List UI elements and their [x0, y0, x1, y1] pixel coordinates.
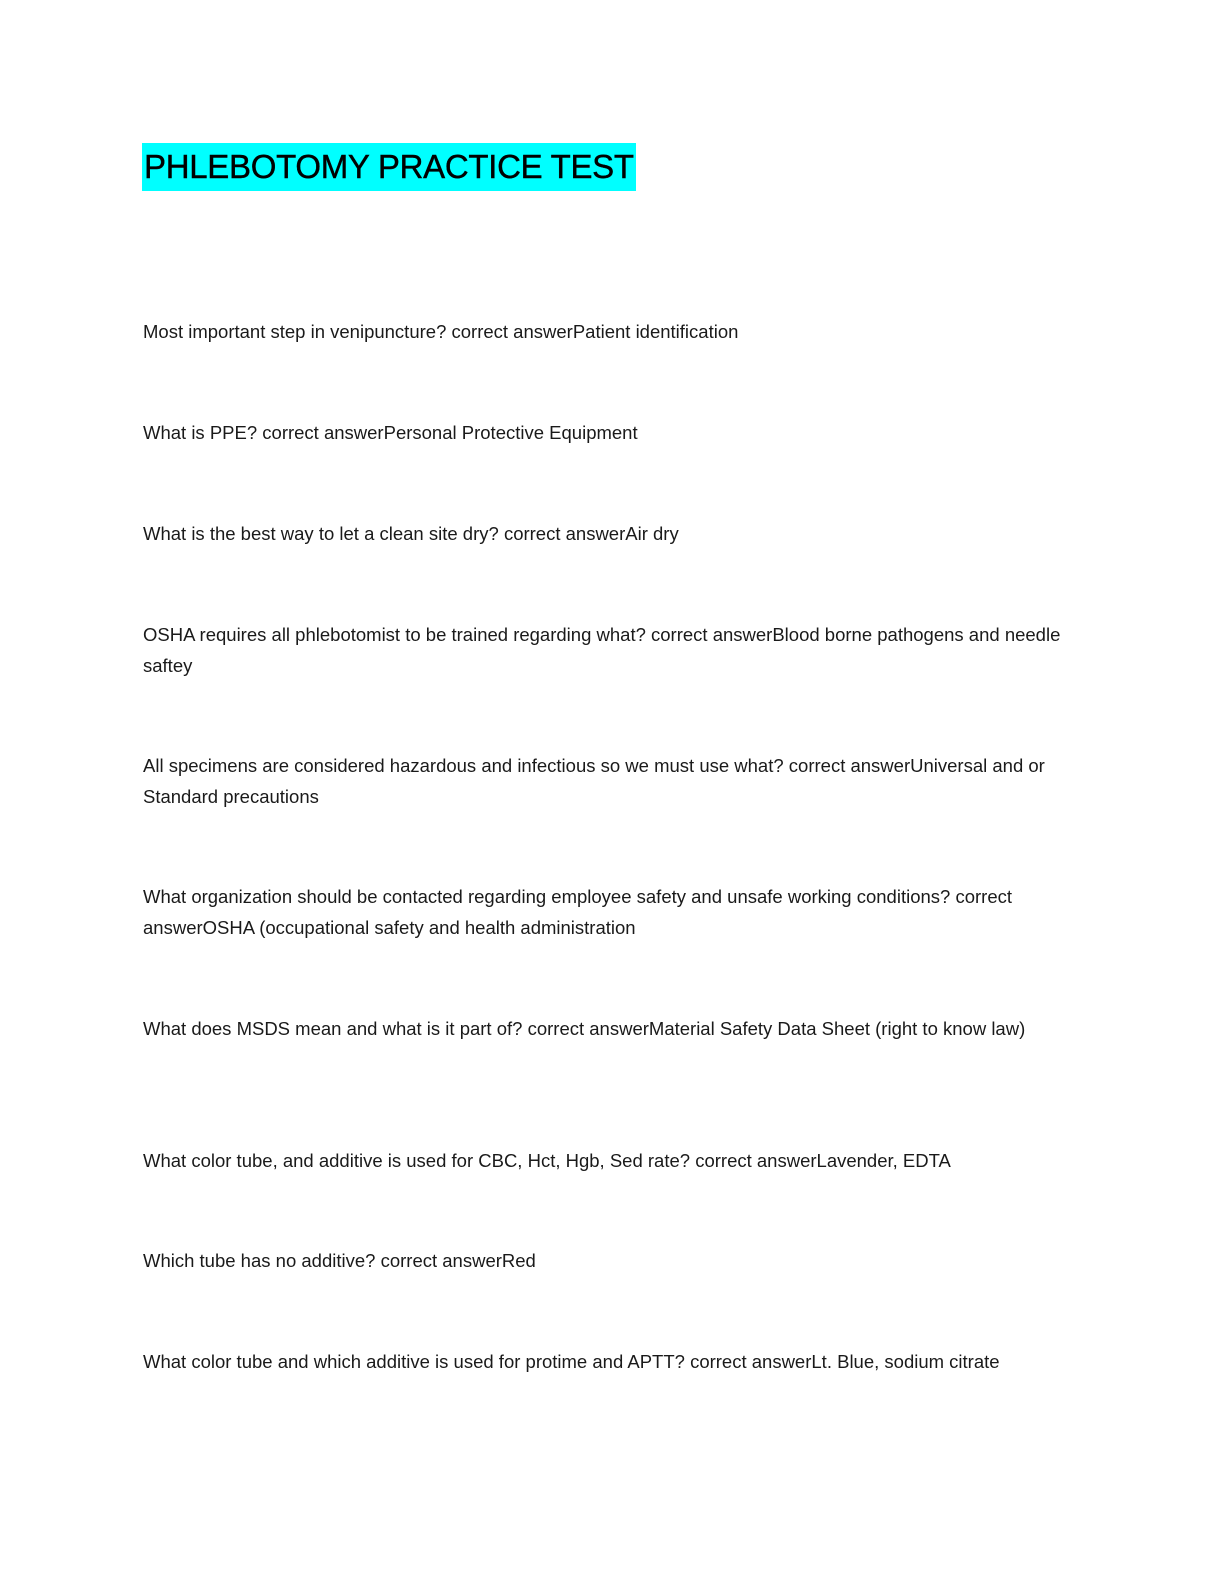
page-title: PHLEBOTOMY PRACTICE TEST	[142, 143, 636, 191]
answer-marker: correct answer	[262, 422, 384, 443]
qa-item-5	[143, 750, 1073, 812]
question-text: Most important step in venipuncture?	[143, 321, 447, 342]
answer-text: Patient identification	[572, 321, 739, 342]
answer-text: Lavender, EDTA	[816, 1150, 951, 1171]
question-text: What organization should be contacted regarding employee safety and unsafe working conditions?	[143, 886, 951, 907]
answer-text: Universal and or Standard precautions	[143, 755, 1045, 807]
question-text: What color tube, and additive is used for CBC, Hct, Hgb, Sed rate?	[143, 1150, 691, 1171]
qa-item-7	[143, 1013, 1073, 1044]
answer-text: Personal Protective Equipment	[383, 422, 638, 443]
qa-item-10	[143, 1346, 1073, 1377]
question-text: What is the best way to let a clean site dry?	[143, 523, 499, 544]
qa-item-2	[143, 417, 1073, 448]
answer-text: Lt. Blue, sodium citrate	[811, 1351, 1000, 1372]
question-text: What is PPE?	[143, 422, 258, 443]
answer-marker: correct answer	[527, 1018, 649, 1039]
answer-marker: correct answer	[143, 886, 1013, 938]
answer-text: OSHA (occupational safety and health administration	[202, 917, 636, 938]
qa-item-4	[143, 619, 1073, 681]
answer-text: Air dry	[625, 523, 679, 544]
question-text: What does MSDS mean and what is it part of?	[143, 1018, 523, 1039]
answer-marker: correct answer	[690, 1351, 812, 1372]
question-text: All specimens are considered hazardous and infectious so we must use what?	[143, 755, 784, 776]
answer-marker: correct answer	[788, 755, 911, 776]
question-text: OSHA requires all phlebotomist to be trained regarding what?	[143, 624, 646, 645]
question-text: What color tube and which additive is used for protime and APTT?	[143, 1351, 685, 1372]
qa-item-8	[143, 1145, 1073, 1176]
answer-text: Blood borne pathogens and needle saftey	[143, 624, 1061, 676]
answer-marker: correct answer	[380, 1250, 502, 1271]
qa-item-9	[143, 1245, 1073, 1276]
qa-item-6	[143, 881, 1073, 943]
answer-marker: correct answer	[695, 1150, 817, 1171]
answer-marker: correct answer	[503, 523, 626, 544]
qa-item-3	[143, 518, 1073, 549]
answer-text: Material Safety Data Sheet (right to know law)	[648, 1018, 1026, 1039]
answer-marker: correct answer	[651, 624, 773, 645]
qa-item-1	[143, 316, 1073, 347]
answer-marker: correct answer	[451, 321, 573, 342]
question-text: Which tube has no additive?	[143, 1250, 376, 1271]
answer-text: Red	[501, 1250, 536, 1271]
